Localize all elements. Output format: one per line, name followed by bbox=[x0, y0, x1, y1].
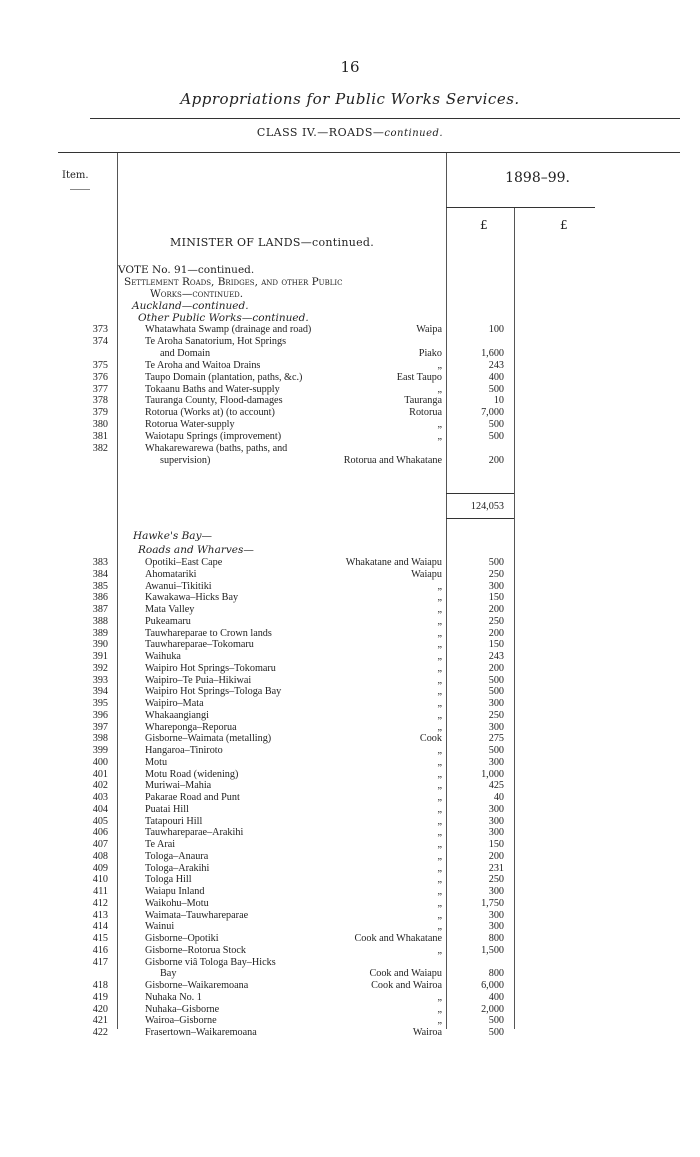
item-amount: 10 bbox=[493, 395, 504, 407]
item-amount: 2,000 bbox=[481, 1003, 504, 1015]
item-description: Puatai Hill bbox=[145, 803, 189, 815]
item-description: Waipiro–Mata bbox=[145, 698, 204, 709]
item-description: Waikohu–Motu bbox=[145, 897, 209, 909]
subtotal-rule-top bbox=[446, 493, 514, 494]
item-district: „ bbox=[437, 1003, 442, 1015]
item-district: „ bbox=[437, 592, 442, 604]
item-description: Gisborne–Waimata (metalling) bbox=[145, 733, 272, 745]
item-district: „ bbox=[437, 651, 442, 662]
item-district: Wairoa bbox=[412, 1027, 442, 1038]
item-number: 415 bbox=[92, 933, 108, 944]
roads-wharves-heading: Roads and Wharves— bbox=[138, 544, 254, 556]
item-description: Waiapu Inland bbox=[145, 886, 205, 897]
item-description: Gisborne viâ Tologa Bay–Hicks bbox=[145, 956, 276, 968]
item-number: 416 bbox=[92, 944, 108, 956]
item-district: „ bbox=[437, 721, 442, 733]
item-description: Motu Road (widening) bbox=[145, 768, 239, 780]
item-number: 390 bbox=[92, 639, 108, 651]
item-description: Tologa–Arakihi bbox=[145, 862, 210, 874]
item-amount: 1,600 bbox=[481, 347, 504, 359]
class-heading-suffix: continued. bbox=[384, 128, 444, 139]
item-number: 421 bbox=[92, 1015, 108, 1027]
item-amount: 300 bbox=[488, 698, 504, 709]
item-number: 382 bbox=[92, 443, 108, 454]
item-amount: 500 bbox=[488, 686, 504, 698]
item-amount: 275 bbox=[488, 733, 504, 745]
item-district: Whakatane and Waiapu bbox=[345, 557, 442, 568]
item-district: „ bbox=[437, 604, 442, 615]
item-district: Cook and Wairoa bbox=[371, 980, 442, 991]
item-number: 417 bbox=[92, 956, 108, 968]
item-district: „ bbox=[437, 792, 442, 803]
item-description: Hangaroa–Tiniroto bbox=[145, 745, 223, 756]
item-amount: 300 bbox=[488, 721, 504, 733]
item-description: Nuhaka–Gisborne bbox=[145, 1003, 220, 1015]
item-description: Gisborne–Opotiki bbox=[145, 933, 219, 944]
item-district: „ bbox=[437, 780, 442, 792]
item-column-rule bbox=[117, 153, 118, 1029]
item-number: 408 bbox=[92, 850, 108, 862]
item-amount: 500 bbox=[488, 431, 504, 443]
page-number: 16 bbox=[340, 58, 360, 76]
item-number: 379 bbox=[92, 407, 108, 419]
item-description: Waipiro–Te Puia–Hikiwai bbox=[145, 674, 252, 686]
item-district: „ bbox=[437, 944, 442, 956]
item-number: 384 bbox=[92, 568, 108, 580]
item-number: 395 bbox=[92, 698, 108, 709]
item-district: „ bbox=[437, 698, 442, 709]
amount-column-rule bbox=[446, 153, 447, 1029]
year-rule bbox=[446, 207, 595, 208]
item-number: 401 bbox=[92, 768, 108, 780]
item-description: Tokaanu Baths and Water-supply bbox=[145, 383, 280, 395]
item-header: Item. bbox=[62, 170, 89, 181]
item-number: 388 bbox=[92, 615, 108, 627]
item-number: 376 bbox=[92, 371, 108, 383]
item-description: Opotiki–East Cape bbox=[145, 557, 223, 568]
item-number: 385 bbox=[92, 580, 108, 592]
item-number: 400 bbox=[92, 756, 108, 768]
item-description: Wharepongа–Reporua bbox=[145, 721, 237, 733]
item-district: Rotorua and Whakatane bbox=[343, 454, 442, 466]
item-description: Tologa–Anaura bbox=[145, 850, 209, 862]
item-district: „ bbox=[437, 839, 442, 850]
item-number: 422 bbox=[92, 1027, 108, 1038]
item-amount: 400 bbox=[488, 991, 504, 1003]
item-description: Taupo Domain (plantation, paths, &c.) bbox=[145, 371, 303, 383]
item-district: „ bbox=[437, 1015, 442, 1027]
item-district: „ bbox=[437, 359, 442, 371]
item-district: Waipa bbox=[416, 324, 442, 335]
item-district: „ bbox=[437, 627, 442, 639]
item-number: 397 bbox=[92, 721, 108, 733]
item-district: „ bbox=[437, 815, 442, 827]
item-number: 418 bbox=[92, 980, 108, 991]
item-number: 386 bbox=[92, 592, 108, 604]
item-number: 392 bbox=[92, 662, 108, 674]
item-number: 391 bbox=[92, 651, 108, 662]
item-amount: 150 bbox=[488, 839, 504, 850]
item-description: Whatawhata Swamp (drainage and road) bbox=[145, 324, 312, 335]
vote-heading: VOTE No. 91—continued. bbox=[118, 264, 255, 276]
page-title: Appropriations for Public Works Services. bbox=[180, 90, 520, 108]
item-amount: 425 bbox=[488, 780, 504, 792]
item-header-dash bbox=[70, 189, 90, 190]
item-description: Te Aroha and Waitoa Drains bbox=[145, 359, 261, 371]
item-amount: 200 bbox=[488, 662, 504, 674]
item-amount: 300 bbox=[488, 756, 504, 768]
amount-column-rule-2 bbox=[514, 207, 515, 1029]
auckland-heading: Auckland—continued. bbox=[132, 300, 249, 312]
item-amount: 250 bbox=[488, 615, 504, 627]
item-description: Mata Valley bbox=[145, 604, 195, 615]
item-amount: 40 bbox=[493, 792, 504, 803]
item-number: 375 bbox=[92, 359, 108, 371]
item-district: „ bbox=[437, 383, 442, 395]
item-description: Kawakawa–Hicks Bay bbox=[145, 592, 239, 604]
item-district: Tauranga bbox=[404, 395, 442, 407]
item-district: „ bbox=[437, 419, 442, 431]
item-number: 410 bbox=[92, 874, 108, 886]
item-district: Cook and Waiapu bbox=[369, 968, 442, 980]
item-number: 414 bbox=[92, 921, 108, 933]
item-amount: 200 bbox=[488, 604, 504, 615]
item-description: Waipiro Hot Springs–Tologa Bay bbox=[145, 686, 282, 698]
item-amount: 300 bbox=[488, 827, 504, 839]
class-heading bbox=[0, 126, 700, 139]
item-district: „ bbox=[437, 991, 442, 1003]
item-description: Tauwhareparae–Tokomaru bbox=[145, 639, 254, 651]
hawkes-bay-heading: Hawke's Bay— bbox=[133, 530, 213, 542]
minister-heading: MINISTER OF LANDS—continued. bbox=[170, 236, 375, 249]
item-number: 373 bbox=[92, 324, 108, 335]
item-number: 402 bbox=[92, 780, 108, 792]
item-description: Motu bbox=[145, 756, 168, 768]
item-district: „ bbox=[437, 686, 442, 698]
item-amount: 500 bbox=[488, 383, 504, 395]
item-amount: 200 bbox=[488, 454, 504, 466]
item-amount: 1,000 bbox=[481, 768, 504, 780]
other-works-heading: Other Public Works—continued. bbox=[138, 312, 309, 324]
item-amount: 100 bbox=[488, 324, 504, 335]
currency-left: £ bbox=[480, 218, 488, 232]
item-district: „ bbox=[437, 862, 442, 874]
item-description: supervision) bbox=[160, 454, 211, 466]
item-amount: 250 bbox=[488, 709, 504, 721]
item-amount: 300 bbox=[488, 803, 504, 815]
item-description: Pakarae Road and Punt bbox=[145, 792, 240, 803]
item-amount: 250 bbox=[488, 874, 504, 886]
item-description: Wainui bbox=[145, 921, 175, 933]
item-district: „ bbox=[437, 827, 442, 839]
item-amount: 7,000 bbox=[481, 407, 504, 419]
class-heading-text: CLASS IV.—ROADS— bbox=[256, 126, 385, 139]
item-district: Cook bbox=[419, 733, 442, 745]
item-amount: 300 bbox=[488, 580, 504, 592]
item-number: 380 bbox=[92, 419, 108, 431]
item-amount: 500 bbox=[488, 674, 504, 686]
item-amount: 243 bbox=[488, 651, 504, 662]
item-district: „ bbox=[437, 909, 442, 921]
item-number: 403 bbox=[92, 792, 108, 803]
item-district: „ bbox=[437, 768, 442, 780]
item-number: 389 bbox=[92, 627, 108, 639]
item-district: „ bbox=[437, 850, 442, 862]
item-description: Tologa Hill bbox=[145, 874, 192, 886]
item-description: Gisborne–Waikaremoana bbox=[145, 980, 249, 991]
item-number: 387 bbox=[92, 604, 108, 615]
item-district: Rotorua bbox=[409, 407, 442, 419]
item-description: Tauwhareparae–Arakihi bbox=[145, 827, 244, 839]
item-description: Waihuka bbox=[145, 651, 181, 662]
item-description: Tauwhareparae to Crown lands bbox=[145, 627, 272, 639]
item-amount: 300 bbox=[488, 909, 504, 921]
item-amount: 231 bbox=[488, 862, 504, 874]
item-description: Rotorua (Works at) (to account) bbox=[145, 407, 275, 419]
item-description: Te Aroha Sanatorium, Hot Springs bbox=[145, 335, 287, 347]
item-number: 413 bbox=[92, 909, 108, 921]
item-number: 393 bbox=[92, 674, 108, 686]
item-amount: 800 bbox=[488, 968, 504, 980]
subtotal-amount: 124,053 bbox=[470, 501, 504, 512]
item-amount: 300 bbox=[488, 921, 504, 933]
item-number: 394 bbox=[92, 686, 108, 698]
item-description: Whakarewarewa (baths, paths, and bbox=[145, 443, 288, 454]
item-description: Whakaangiangi bbox=[145, 709, 209, 721]
item-number: 405 bbox=[92, 815, 108, 827]
item-description: Muriwai–Mahia bbox=[145, 780, 212, 792]
item-amount: 6,000 bbox=[481, 980, 504, 991]
item-number: 419 bbox=[92, 991, 108, 1003]
item-number: 409 bbox=[92, 862, 108, 874]
item-number: 404 bbox=[92, 803, 108, 815]
vote-subheading-2: Works—continued. bbox=[150, 288, 244, 300]
item-district: „ bbox=[437, 921, 442, 933]
item-amount: 1,750 bbox=[481, 897, 504, 909]
item-district: „ bbox=[437, 709, 442, 721]
item-district: „ bbox=[437, 745, 442, 756]
item-district: „ bbox=[437, 874, 442, 886]
item-district: Cook and Whakatane bbox=[354, 933, 442, 944]
item-amount: 500 bbox=[488, 1015, 504, 1027]
year-heading: 1898–99. bbox=[505, 170, 570, 186]
item-amount: 800 bbox=[488, 933, 504, 944]
item-description: Awanui–Tikitiki bbox=[145, 580, 212, 592]
item-amount: 150 bbox=[488, 639, 504, 651]
item-number: 412 bbox=[92, 897, 108, 909]
item-description: Nuhaka No. 1 bbox=[145, 991, 202, 1003]
item-district: „ bbox=[437, 580, 442, 592]
item-description: Gisborne–Rotorua Stock bbox=[145, 944, 247, 956]
item-district: „ bbox=[437, 756, 442, 768]
item-district: „ bbox=[437, 431, 442, 443]
item-district: „ bbox=[437, 803, 442, 815]
item-number: 406 bbox=[92, 827, 108, 839]
item-amount: 1,500 bbox=[481, 944, 504, 956]
item-number: 396 bbox=[92, 709, 108, 721]
item-district: „ bbox=[437, 615, 442, 627]
item-number: 383 bbox=[92, 557, 108, 568]
item-district: Piako bbox=[418, 347, 442, 359]
item-number: 381 bbox=[92, 431, 108, 443]
item-description: Te Arai bbox=[145, 839, 176, 850]
title-rule bbox=[90, 118, 680, 119]
item-description: Frasertown–Waikaremoana bbox=[145, 1027, 257, 1038]
item-amount: 500 bbox=[488, 557, 504, 568]
item-amount: 243 bbox=[488, 359, 504, 371]
header-rule bbox=[58, 152, 680, 153]
item-number: 399 bbox=[92, 745, 108, 756]
item-number: 378 bbox=[92, 395, 108, 407]
item-district: East Taupo bbox=[396, 371, 442, 383]
item-amount: 500 bbox=[488, 745, 504, 756]
item-description: Pukeamaru bbox=[145, 615, 191, 627]
item-description: Tauranga County, Flood-damages bbox=[145, 395, 283, 407]
item-description: Tatapouri Hill bbox=[145, 815, 203, 827]
item-district: „ bbox=[437, 639, 442, 651]
item-district: „ bbox=[437, 886, 442, 897]
item-description: Waimata–Tauwhareparae bbox=[145, 909, 249, 921]
item-number: 374 bbox=[92, 335, 108, 347]
item-description: and Domain bbox=[160, 347, 211, 359]
item-amount: 500 bbox=[488, 419, 504, 431]
item-number: 407 bbox=[92, 839, 108, 850]
vote-subheading-1: Settlement Roads, Bridges, and other Public bbox=[124, 276, 343, 288]
item-amount: 400 bbox=[488, 371, 504, 383]
item-number: 411 bbox=[93, 886, 108, 897]
item-description: Ahomatariki bbox=[145, 568, 197, 580]
item-amount: 200 bbox=[488, 627, 504, 639]
item-amount: 200 bbox=[488, 850, 504, 862]
item-description: Waiotapu Springs (improvement) bbox=[145, 431, 282, 443]
item-description: Rotorua Water-supply bbox=[145, 419, 235, 431]
item-number: 398 bbox=[92, 733, 108, 745]
item-amount: 300 bbox=[488, 815, 504, 827]
item-district: „ bbox=[437, 662, 442, 674]
item-amount: 300 bbox=[488, 886, 504, 897]
item-district: „ bbox=[437, 897, 442, 909]
item-description: Waipiro Hot Springs–Tokomaru bbox=[145, 662, 276, 674]
item-description: Bay bbox=[160, 968, 177, 980]
subtotal-rule-bottom bbox=[446, 518, 514, 519]
item-number: 420 bbox=[92, 1003, 108, 1015]
item-amount: 500 bbox=[488, 1027, 504, 1038]
item-district: „ bbox=[437, 674, 442, 686]
currency-right: £ bbox=[560, 218, 568, 232]
item-district: Waiapu bbox=[411, 568, 442, 580]
item-number: 377 bbox=[92, 383, 108, 395]
item-amount: 250 bbox=[488, 568, 504, 580]
item-amount: 150 bbox=[488, 592, 504, 604]
item-description: Wairoa–Gisborne bbox=[145, 1015, 217, 1027]
